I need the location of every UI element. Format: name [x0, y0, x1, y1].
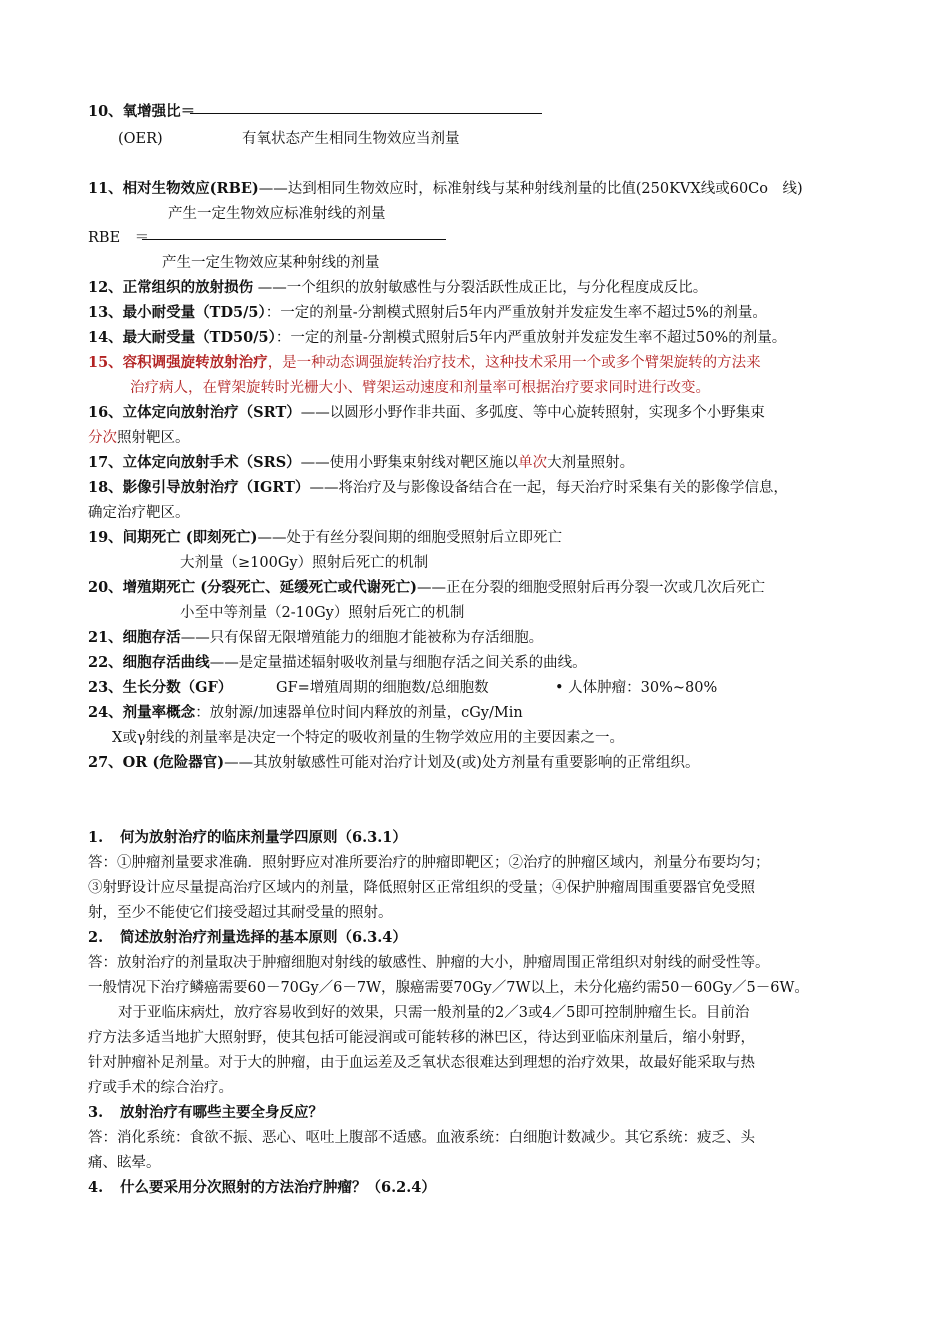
- answer-1-line-2: ③射野设计应尽量提高治疗区域内的剂量，降低照射区正常组织的受量；④保护肿瘤周围重要器官免受照: [88, 880, 755, 896]
- def-text: ——以圆形小野作非共面、多弧度、等中心旋转照射，实现多个小野集束: [300, 405, 765, 421]
- def-20-cont: 小至中等剂量（2-10Gy）照射后死亡的机制: [180, 605, 465, 621]
- def-12: [88, 278, 707, 298]
- def-22: [88, 653, 587, 673]
- def-16: [88, 403, 765, 423]
- def-16-cont: [88, 428, 190, 448]
- def-11-numerator: 产生一定生物效应标准射线的剂量: [168, 206, 386, 222]
- def-term: 16、立体定向放射治疗（SRT）: [88, 404, 301, 421]
- def-14: [88, 328, 786, 348]
- def-24: [88, 703, 523, 723]
- def-term: 18、影像引导放射治疗（IGRT）: [88, 479, 310, 496]
- def-21: [88, 628, 543, 648]
- def-term: 12、正常组织的放射损伤: [88, 279, 254, 296]
- def-text: ——处于有丝分裂间期的细胞受照射后立即死亡: [257, 530, 562, 546]
- def-text: ——达到相同生物效应时，标准射线与某种射线剂量的比值(250KVX线或60Co 线): [258, 181, 803, 197]
- def-text: 大剂量照射。: [547, 455, 635, 471]
- def-term: 23、生长分数（GF）: [88, 679, 233, 696]
- def-text: ——其放射敏感性可能对治疗计划及(或)处方剂量有重要影响的正常组织。: [224, 755, 700, 771]
- def-term: 11、相对生物效应(RBE): [88, 180, 259, 197]
- question-2-title: 简述放射治疗剂量选择的基本原则（6.3.4）: [120, 929, 407, 946]
- def-text: ：放射源/加速器单位时间内释放的剂量，cGy/Min: [195, 705, 523, 721]
- def-term: 13、最小耐受量（TD5/5）: [88, 304, 266, 321]
- def-text: ：一定的剂量-分割模式照射后5年内严重放射并发症发生率不超过50%的剂量。: [275, 330, 787, 346]
- def-10-sub: (OER): [118, 131, 163, 147]
- highlight-text: 单次: [518, 455, 548, 471]
- answer-3-line-2: 痛、眩晕。: [88, 1155, 161, 1171]
- def-10-denominator: 有氧状态产生相同生物效应当剂量: [242, 131, 460, 147]
- def-27: [88, 753, 699, 773]
- def-text: ——是定量描述辐射吸收剂量与细胞存活之间关系的曲线。: [209, 655, 587, 671]
- question-3-title: 放射治疗有哪些主要全身反应？: [120, 1104, 323, 1121]
- def-13: [88, 303, 767, 323]
- question-4-title: 什么要采用分次照射的方法治疗肿瘤？（6.2.4）: [120, 1179, 436, 1196]
- def-text: ——只有保留无限增殖能力的细胞才能被称为存活细胞。: [180, 630, 544, 646]
- def-term: 24、剂量率概念: [88, 704, 196, 721]
- def-19: [88, 528, 562, 548]
- def-text: ，是一种动态调强旋转治疗技术，这种技术采用一个或多个臂架旋转的方法来: [267, 355, 761, 371]
- def-24-cont: X或γ射线的剂量率是决定一个特定的吸收剂量的生物学效应用的主要因素之一。: [112, 730, 624, 746]
- def-term: 20、增殖期死亡 (分裂死亡、延缓死亡或代谢死亡): [88, 579, 417, 596]
- def-11: [88, 179, 803, 199]
- question-1-title: 何为放射治疗的临床剂量学四原则（6.3.1）: [120, 829, 407, 846]
- def-term: 14、最大耐受量（TD50/5）: [88, 329, 276, 346]
- def-11-denominator: 产生一定生物效应某种射线的剂量: [162, 255, 380, 271]
- def-term: 27、OR (危险器官): [88, 754, 225, 771]
- def-20: [88, 578, 765, 598]
- def-19-cont: 大剂量（≥100Gy）照射后死亡的机制: [180, 555, 429, 571]
- def-23-note: • 人体肿瘤：30%~80%: [555, 680, 718, 696]
- def-term: 15、容积调强旋转放射治疗: [88, 354, 268, 371]
- def-term: 21、细胞存活: [88, 629, 181, 646]
- fraction-line: [190, 113, 542, 114]
- def-23: [88, 678, 232, 698]
- answer-2-line-1: 答：放射治疗的剂量取决于肿瘤细胞对射线的敏感性、肿瘤的大小，肿瘤周围正常组织对射线的耐受性等。: [88, 955, 770, 971]
- def-text: ——正在分裂的细胞受照射后再分裂一次或几次后死亡: [416, 580, 765, 596]
- def-term: 17、立体定向放射手术（SRS）: [88, 454, 301, 471]
- def-15-cont: 治疗病人，在臂架旋转时光栅大小、臂架运动速度和剂量率可根据治疗要求同时进行改变。: [130, 380, 710, 396]
- def-text: ——将治疗及与影像设备结合在一起，每天治疗时采集有关的影像学信息，: [309, 480, 788, 496]
- def-text: ——使用小野集束射线对靶区施以: [300, 455, 519, 471]
- answer-3-line-1: 答：消化系统：食欲不振、恶心、呕吐上腹部不适感。血液系统：白细胞计数减少。其它系统：疲乏、头: [88, 1130, 755, 1146]
- question-1-number: 1.: [88, 829, 104, 846]
- question-4-number: 4.: [88, 1179, 104, 1196]
- answer-1-line-1: 答：①肿瘤剂量要求准确．照射野应对准所要治疗的肿瘤即靶区；②治疗的肿瘤区域内，剂量分布要均匀；: [88, 855, 770, 871]
- def-18: [88, 478, 788, 498]
- def-text: ——一个组织的放射敏感性与分裂活跃性成正比，与分化程度成反比。: [253, 280, 708, 296]
- def-term: 10、氧增强比＝: [88, 103, 196, 120]
- def-17: [88, 453, 634, 473]
- def-term: 22、细胞存活曲线: [88, 654, 210, 671]
- answer-2-line-2: 一般情况下治疗鳞癌需要60－70Gy／6－7W，腺癌需要70Gy／7W以上，未分化癌约需50－60Gy／5－6W。: [88, 980, 809, 996]
- answer-2-line-6: 疗或手术的综合治疗。: [88, 1080, 233, 1096]
- question-3-number: 3.: [88, 1104, 104, 1121]
- answer-1-line-3: 射，至少不能使它们接受超过其耐受量的照射。: [88, 905, 393, 921]
- answer-2-line-4: 疗方法多适当地扩大照射野，使其包括可能浸润或可能转移的淋巴区，待达到亚临床剂量后，缩小射野，: [88, 1030, 755, 1046]
- answer-2-line-5: 针对肿瘤补足剂量。对于大的肿瘤，由于血运差及乏氧状态很难达到理想的治疗效果，故最好能采取与热: [88, 1055, 755, 1071]
- fraction-line: [142, 239, 446, 240]
- def-10-label: [88, 102, 195, 122]
- def-18-cont: 确定治疗靶区。: [88, 505, 190, 521]
- highlight-text: 分次: [88, 430, 117, 446]
- question-2-number: 2.: [88, 929, 104, 946]
- def-term: 19、间期死亡 (即刻死亡): [88, 529, 258, 546]
- def-11-rbe: RBE ＝: [88, 230, 150, 246]
- def-15: [88, 353, 761, 373]
- def-text: ：一定的剂量-分割模式照射后5年内严重放射并发症发生率不超过5%的剂量。: [265, 305, 767, 321]
- def-23-formula: GF=增殖周期的细胞数/总细胞数: [276, 680, 489, 696]
- def-text: 照射靶区。: [117, 430, 190, 446]
- answer-2-line-3: 对于亚临床病灶，放疗容易收到好的效果，只需一般剂量的2／3或4／5即可控制肿瘤生长。目前治: [118, 1005, 750, 1021]
